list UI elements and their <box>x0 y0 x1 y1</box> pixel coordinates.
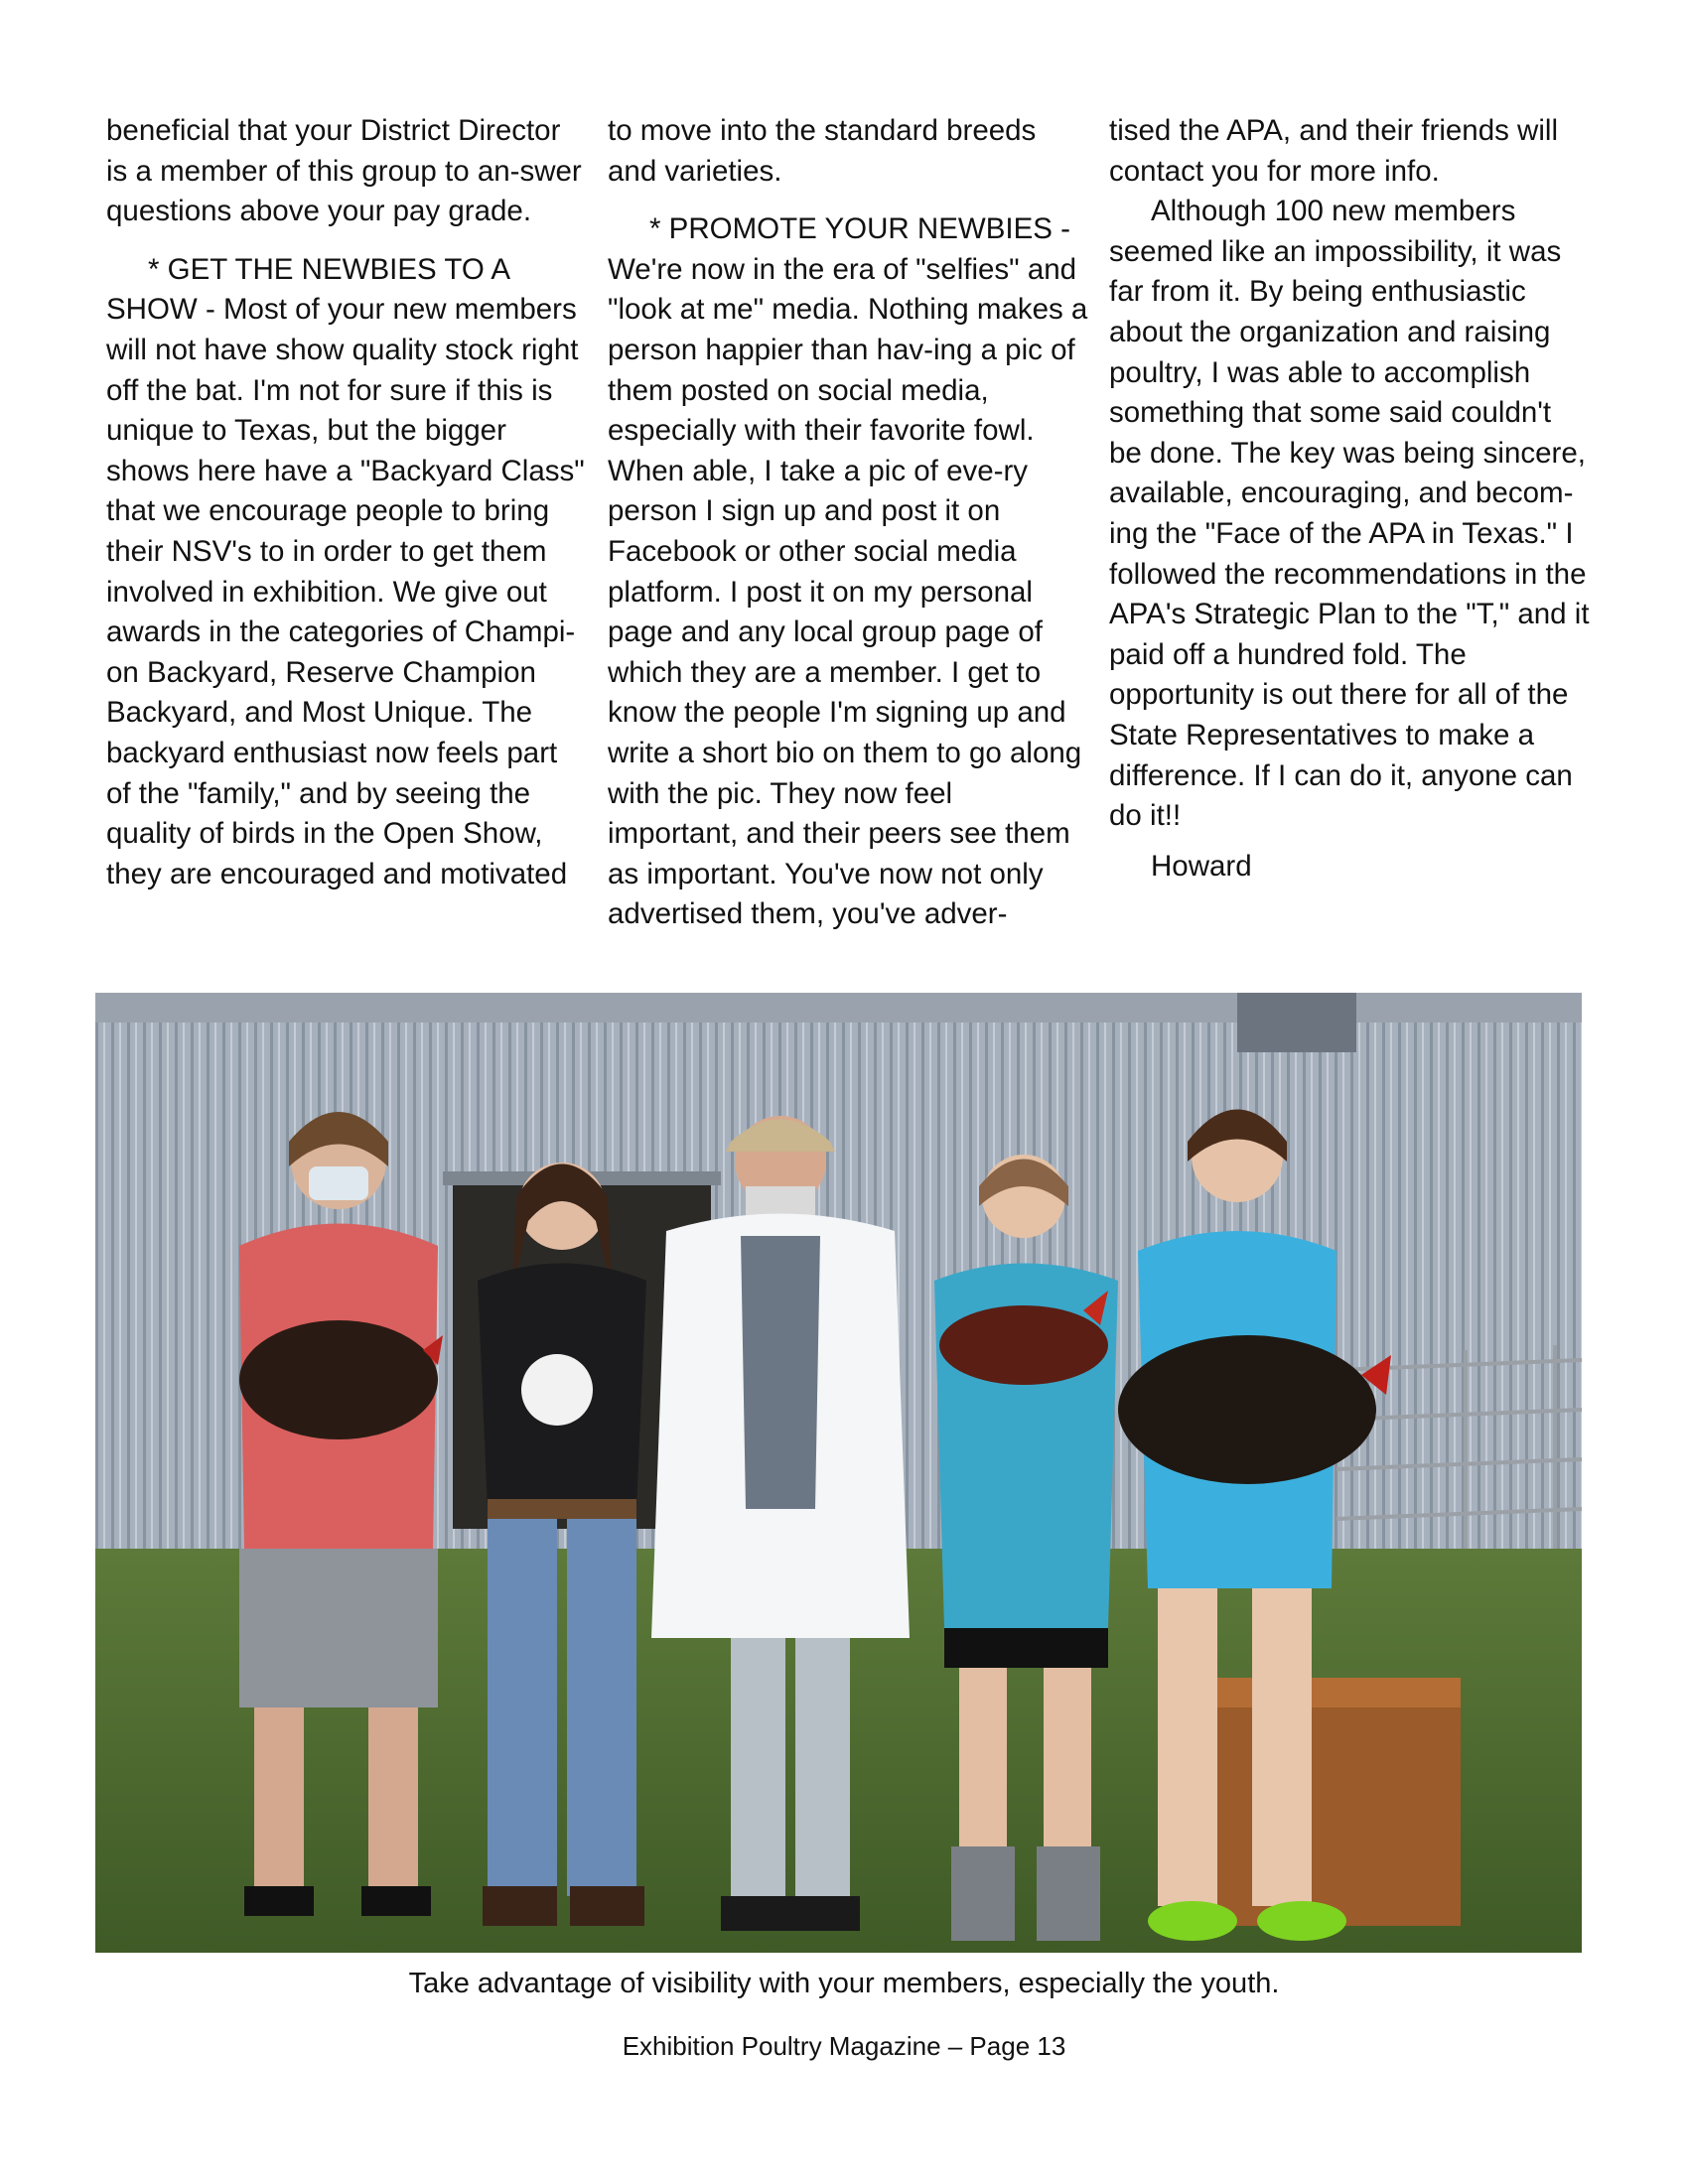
wooden-crate <box>1202 1678 1461 1926</box>
chicken <box>939 1305 1108 1385</box>
article-column-3 <box>1109 111 1590 887</box>
group-photo <box>95 993 1582 1953</box>
paragraph: * GET THE NEWBIES TO A SHOW - Most of your new members will not have show quality stock right off the bat. I'm not for sure if this is unique to Texas, but the bigger shows here have a "Backyard Class" that we encourage people to bring their NSV's to in order to get them involved in exhibition. We give out awards in the categories of Champi-on Backyard, Reserve Champion Backyard, and Most Unique. The backyard enthusiast now feels part of the "family," and by seeing the quality of birds in the Open Show, they are encouraged and motivated <box>106 252 585 890</box>
article-column-1 <box>106 111 587 894</box>
paragraph: beneficial that your District Director is a member of this group to an-swer questions above your pay grade. <box>106 114 582 228</box>
paragraph: * PROMOTE YOUR NEWBIES - We're now in the era of "selfies" and "look at me" media. Nothing makes a person happier than hav-ing a pic of them posted on social media, especially with their favorite fowl. When able, I take a pic of eve-ry person I sign up and post it on Facebook or other social media platform. I post it on my personal page and any local group page of which they are a member. I get to know the people I'm signing up and write a short bio on them to go along with the pic. They now feel important, and their peers see them as important. You've now not only advertised them, you've adver- <box>608 212 1088 931</box>
article-column-2 <box>608 111 1088 935</box>
paragraph: Although 100 new members seemed like an impossibility, it was far from it. By being enthusiastic about the organization and raising poultry, I was able to accomplish something that some said couldn't be done. The key was being sincere, available, encouraging, and becom-ing the "Face of the APA in Texas." I followed the recommendations in the APA's Strategic Plan to the "T," and it paid off a hundred fold. The opportunity is out there for all of the State Representatives to make a difference. If I can do it, anyone can do it!! <box>1109 195 1590 833</box>
paragraph: tised the APA, and their friends will contact you for more info. <box>1109 114 1559 188</box>
chicken <box>239 1320 438 1439</box>
photo-caption: Take advantage of visibility with your members, especially the youth. <box>408 1968 1280 1999</box>
paragraph: to move into the standard breeds and varieties. <box>608 114 1037 188</box>
page-footer: Exhibition Poultry Magazine – Page 13 <box>622 2031 1066 2061</box>
author-signature: Howard <box>1151 849 1252 883</box>
chicken <box>1118 1335 1376 1484</box>
